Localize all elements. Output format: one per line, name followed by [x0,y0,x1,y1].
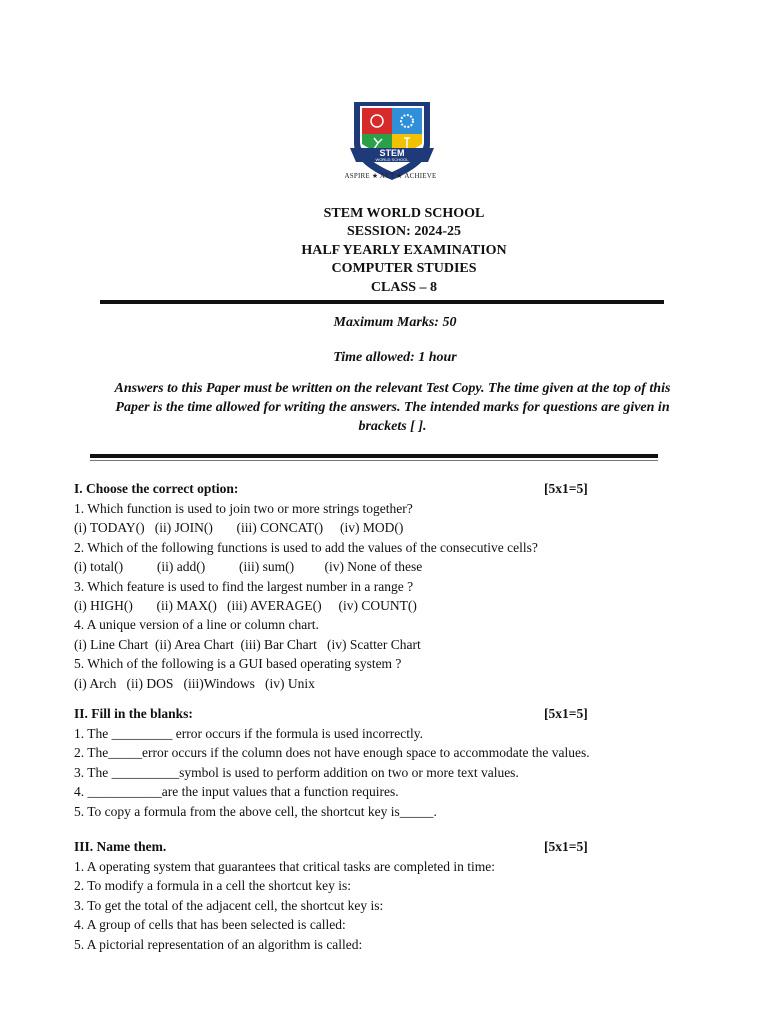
question-line: 5. Which of the following is a GUI based operating system ? [74,656,402,672]
question-line: 3. Which feature is used to find the largest number in a range ? [74,578,414,594]
time-allowed: Time allowed: 1 hour [333,350,457,365]
divider-bottom [90,454,658,458]
section-title: III. Name them. [74,839,167,854]
section-header [74,703,604,724]
section-title: I. Choose the correct option: [74,481,239,496]
options-line: (i) Arch (ii) DOS (iii)Windows (iv) Unix [74,675,315,691]
question-line: 1. Which function is used to join two or more strings together? [74,501,413,516]
question-line: 5. A pictorial representation of an algorithm is called: [74,936,363,952]
section-choose-option [74,478,604,693]
question-line: 2. Which of the following functions is used to add the values of the consecutive cells? [74,539,538,555]
question-line: 2. To modify a formula in a cell the shortcut key is: [74,878,351,894]
section-title: II. Fill in the blanks: [74,706,193,721]
divider-top [100,300,664,304]
question-line: 1. The _________ error occurs if the formula is used incorrectly. [74,726,424,741]
exam-header [0,205,768,297]
instructions: Answers to this Paper must be written on the relevant Test Copy. The time given at the top of this Paper is the time allowed for writing the answers. The intended marks for questions are given in brackets [ ]. [114,381,671,434]
options-line: (i) HIGH() (ii) MAX() (iii) AVERAGE() (iv) COUNT() [74,597,417,613]
question-line: 3. The __________symbol is used to perform addition on two or more text values. [74,764,519,780]
session: SESSION: 2024-25 [347,224,461,240]
options-line: (i) TODAY() (ii) JOIN() (iii) CONCAT() (iv) MOD() [74,520,404,536]
question-line: 4. A group of cells that has been selected is called: [74,917,346,933]
question-line: 5. To copy a formula from the above cell, the shortcut key is_____. [74,803,437,819]
logo-title: STEM [379,148,405,158]
question-line: 2. The_____error occurs if the column does not have enough space to accommodate the values. [74,745,590,761]
section-name-them [74,836,604,954]
section-marks: [5x1=5] [544,481,588,496]
question-line: 1. A operating system that guarantees that critical tasks are completed in time: [74,859,495,874]
options-line: (i) Line Chart (ii) Area Chart (iii) Bar Chart (iv) Scatter Chart [74,636,421,652]
section-header [74,836,604,857]
section-marks: [5x1=5] [544,706,588,721]
section-header [74,478,604,499]
options-line: (i) total() (ii) add() (iii) sum() (iv) None of these [74,559,423,575]
logo-tagline: ASPIRE ★ ACT ★ ACHIEVE [344,172,437,180]
max-marks: Maximum Marks: 50 [333,315,457,330]
section-fill-blanks [74,703,604,821]
school-name: STEM WORLD SCHOOL [323,206,485,221]
exam-name: HALF YEARLY EXAMINATION [301,242,507,258]
question-line: 4. ___________are the input values that a function requires. [74,784,399,800]
question-line: 4. A unique version of a line or column chart. [74,617,319,633]
subject: COMPUTER STUDIES [331,261,477,277]
logo-subtitle: WORLD SCHOOL [375,157,409,162]
section-marks: [5x1=5] [544,839,588,854]
class: CLASS – 8 [370,279,438,295]
question-line: 3. To get the total of the adjacent cell, the shortcut key is: [74,897,384,913]
